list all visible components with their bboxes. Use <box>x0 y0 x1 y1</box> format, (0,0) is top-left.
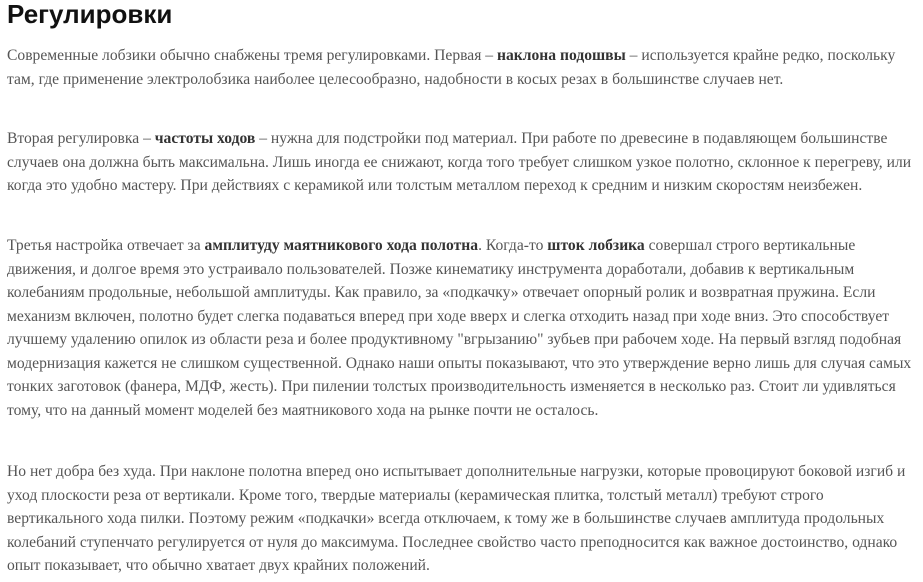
paragraph-1-bold-1: наклона подошвы <box>497 47 626 64</box>
paragraph-1-text-1: Современные лобзики обычно снабжены тремя регулировками. Первая – <box>7 47 497 64</box>
paragraph-3 <box>7 234 919 422</box>
article-body <box>7 0 919 574</box>
paragraph-1-text-2: – используется крайне редко, поскольку там, где применение электролобзика наиболее целесообразно, надобности в косых резах в большинстве случаев нет. <box>7 47 896 88</box>
paragraph-4-text-1: Но нет добра без худа. При наклоне полотна вперед оно испытывает дополнительные нагрузки, которые провоцируют боковой изгиб и уход плоскости реза от вертикали. Кроме того, твердые материалы (керамическая плитка, толстый металл) требуют строго вертикального хода пилки. Поэтому режим «подкачки» всегда отключаем, к тому же в большинстве случаев амплитуда продольных колебаний ступенчато регулируется от нуля до максимума. Последнее свойство часто преподносится как важное достоинство, однако опыт показывает, что обычно хватает двух крайних положений. <box>7 463 906 574</box>
paragraph-4 <box>7 460 919 578</box>
section-heading: Регулировки <box>7 0 173 29</box>
paragraph-3-text-2: . Когда-то <box>478 237 548 254</box>
paragraph-2-text-1: Вторая регулировка – <box>7 130 155 147</box>
paragraph-1 <box>7 44 919 91</box>
paragraph-2-text-2: – нужна для подстройки под материал. При работе по древесине в подавляющем большинстве случаев она должна быть максимальна. Лишь иногда ее снижают, когда того требует слишком узкое полотно, склонное к перегреву, или когда это удобно мастеру. При действиях с керамикой или толстым металлом переход к средним и низким скоростям неизбежен. <box>7 130 912 194</box>
paragraph-2 <box>7 127 919 198</box>
paragraph-3-text-3: совершал строго вертикальные движения, и долгое время это устраивало пользователей. Позже кинематику инструмента доработали, добавив к вертикальным колебаниям продольные, небольшой амплитуды. Как правило, за «подкачку» отвечает опорный ролик и возвратная пружина. Если механизм включен, полотно будет слегка подаваться вперед при ходе вверх и слегка отходить назад при ходе вниз. Это способствует лучшему удалению опилок из области реза и более продуктивному "вгрызанию" зубьев при рабочем ходе. На первый взгляд подобная модернизация кажется не слишком существенной. Однако наши опыты показывают, что это утверждение верно лишь для случая самых тонких заготовок (фанера, МДФ, жесть). При пилении толстых производительность изменяется в несколько раз. Стоит ли удивляться тому, что на данный момент моделей без маятникового хода на рынке почти не осталось. <box>7 237 912 419</box>
paragraph-2-bold-1: частоты ходов <box>154 130 256 147</box>
paragraph-3-text-1: Третья настройка отвечает за <box>7 237 205 254</box>
paragraph-3-bold-1: амплитуду маятникового хода полотна <box>204 237 479 254</box>
paragraph-3-bold-2: шток лобзика <box>547 237 645 254</box>
